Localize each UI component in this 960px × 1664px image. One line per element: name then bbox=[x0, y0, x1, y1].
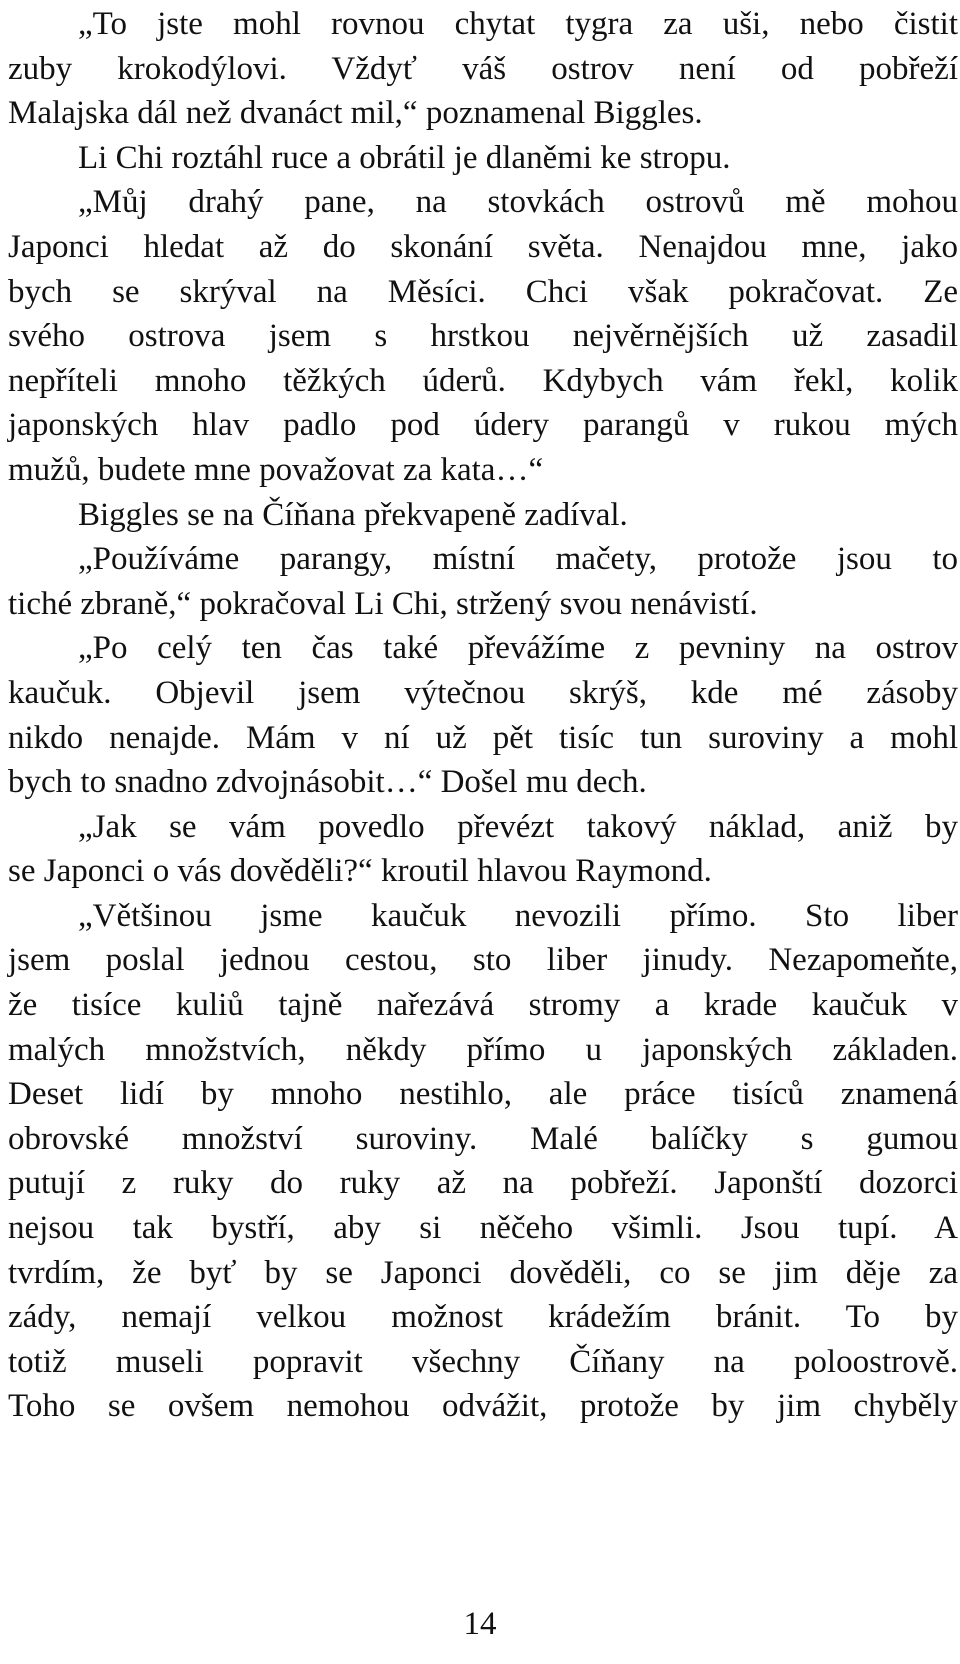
text-line: totiž museli popravit všechny Číňany na poloostrově. bbox=[8, 1343, 958, 1380]
body-text bbox=[8, 2, 958, 1429]
text-line: Li Chi roztáhl ruce a obrátil je dlaněmi ke stropu. bbox=[78, 139, 731, 176]
text-line: se Japonci o vás dověděli?“ kroutil hlavou Raymond. bbox=[8, 853, 712, 890]
text-line: tiché zbraně,“ pokračoval Li Chi, stržený svou nenávistí. bbox=[8, 585, 758, 622]
page-number: 14 bbox=[463, 1606, 497, 1642]
text-line: nikdo nenajde. Mám v ní už pět tisíc tun suroviny a mohl bbox=[8, 719, 958, 756]
text-line: mužů, budete mne považovat za kata…“ bbox=[8, 451, 544, 488]
text-line: bych to snadno zdvojnásobit…“ Došel mu dech. bbox=[8, 764, 647, 801]
text-line: nepříteli mnoho těžkých úderů. Kdybych vám řekl, kolik bbox=[8, 362, 958, 399]
text-line: japonských hlav padlo pod údery parangů v rukou mých bbox=[8, 407, 958, 444]
text-line: Deset lidí by mnoho nestihlo, ale práce tisíců znamená bbox=[8, 1076, 958, 1113]
text-line: bych se skrýval na Měsíci. Chci však pokračovat. Ze bbox=[8, 273, 958, 310]
text-line: Malajska dál než dvanáct mil,“ poznamenal Biggles. bbox=[8, 95, 703, 132]
text-line: „Jak se vám povedlo převézt takový náklad, aniž by bbox=[78, 808, 958, 845]
text-line: zády, nemají velkou možnost krádežím bránit. To by bbox=[8, 1299, 958, 1336]
book-page bbox=[8, 2, 958, 1429]
text-line: tvrdím, že byť by se Japonci dověděli, co se jim děje za bbox=[8, 1254, 958, 1291]
text-line: „Používáme parangy, místní mačety, protože jsou to bbox=[78, 541, 958, 578]
text-line: nejsou tak bystří, aby si něčeho všimli. Jsou tupí. A bbox=[8, 1210, 958, 1247]
text-line: „Můj drahý pane, na stovkách ostrovů mě mohou bbox=[78, 184, 958, 221]
text-line: Biggles se na Číňana překvapeně zadíval. bbox=[78, 496, 628, 533]
text-line: putují z ruky do ruky až na pobřeží. Japonští dozorci bbox=[8, 1165, 958, 1202]
text-line: Toho se ovšem nemohou odvážit, protože by jim chyběly bbox=[8, 1388, 958, 1425]
text-line: svého ostrova jsem s hrstkou nejvěrnějších už zasadil bbox=[8, 318, 958, 355]
text-line: jsem poslal jednou cestou, sto liber jinudy. Nezapomeňte, bbox=[8, 942, 958, 979]
text-line: malých množstvích, někdy přímo u japonských základen. bbox=[8, 1031, 958, 1068]
text-line: obrovské množství suroviny. Malé balíčky s gumou bbox=[8, 1120, 958, 1157]
text-line: „To jste mohl rovnou chytat tygra za uši, nebo čistit bbox=[78, 6, 958, 42]
text-line: „Po celý ten čas také převážíme z pevniny na ostrov bbox=[78, 630, 958, 667]
text-line: kaučuk. Objevil jsem výtečnou skrýš, kde mé zásoby bbox=[8, 674, 958, 711]
text-line: Japonci hledat až do skonání světa. Nenajdou mne, jako bbox=[8, 228, 958, 265]
text-line: „Většinou jsme kaučuk nevozili přímo. Sto liber bbox=[78, 897, 958, 934]
text-line: že tisíce kuliů tajně nařezává stromy a krade kaučuk v bbox=[8, 987, 958, 1024]
text-line: zuby krokodýlovi. Vždyť váš ostrov není od pobřeží bbox=[8, 50, 958, 87]
